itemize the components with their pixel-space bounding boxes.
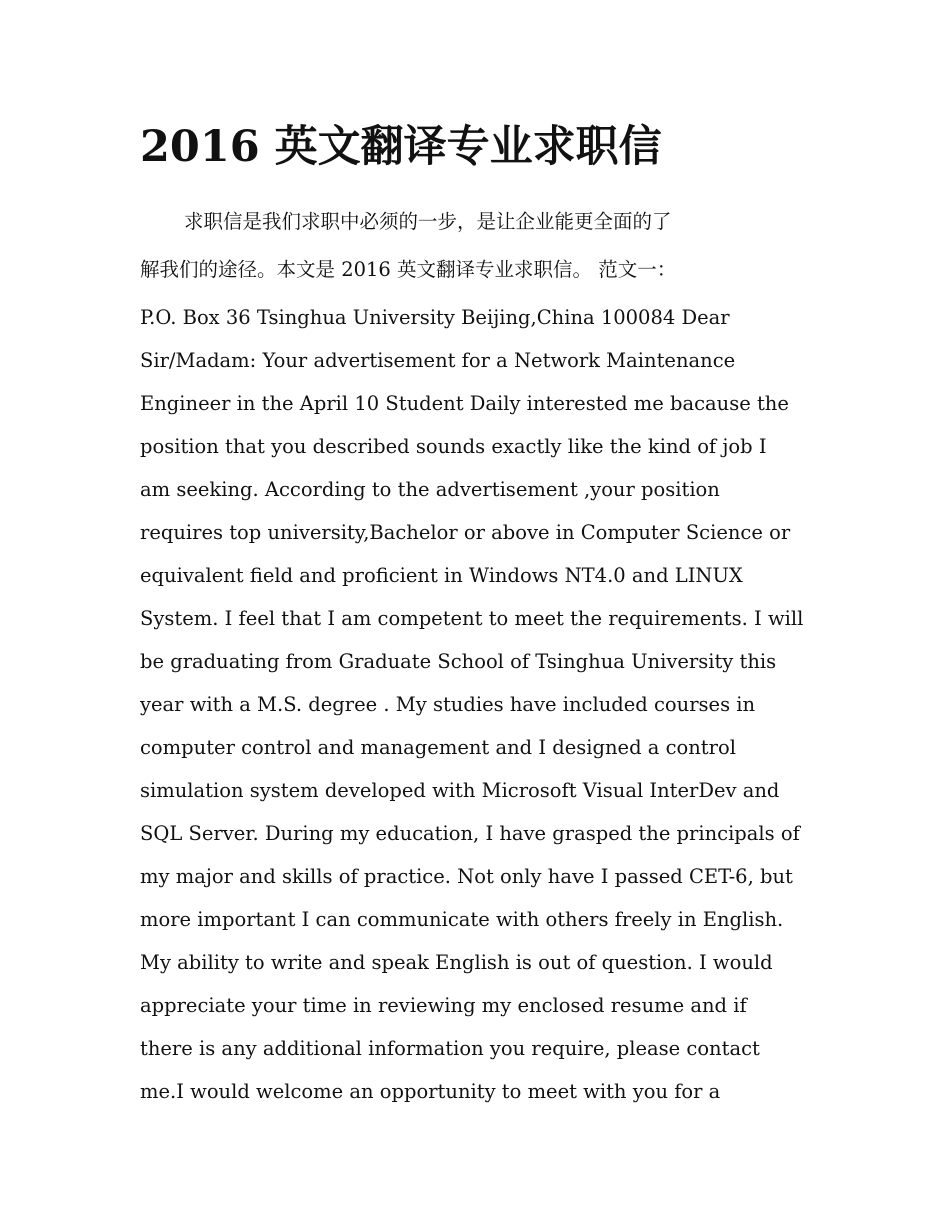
body-line: be graduating from Graduate School of Tsinghua University this — [140, 650, 777, 673]
body-line: year with a M.S. degree . My studies have included courses in — [140, 693, 756, 716]
body-line: requires top university,Bachelor or above in Computer Science or — [140, 521, 791, 544]
body-line: Engineer in the April 10 Student Daily interested me bacause the — [140, 392, 789, 415]
body-line: My ability to write and speak English is out of question. I would — [140, 951, 773, 974]
body-line: position that you described sounds exactly like the kind of job I — [140, 435, 767, 458]
body-line: simulation system developed with Microsoft Visual InterDev and — [140, 779, 780, 802]
body-line: Sir/Madam: Your advertisement for a Network Maintenance — [140, 349, 736, 372]
document-title: 2016 英文翻译专业求职信 — [140, 122, 662, 172]
body-line: appreciate your time in reviewing my enclosed resume and if — [140, 994, 747, 1017]
body-line: 求职信是我们求职中必须的一步，是让企业能更全面的了 — [184, 210, 672, 233]
body-line: P.O. Box 36 Tsinghua University Beijing,China 100084 Dear — [140, 306, 730, 329]
body-line: more important I can communicate with others freely in English. — [140, 908, 784, 931]
body-line: there is any additional information you require, please contact — [140, 1037, 760, 1060]
body-line: equivalent field and proficient in Windows NT4.0 and LINUX — [140, 564, 743, 587]
body-line: System. I feel that I am competent to meet the requirements. I will — [140, 607, 804, 630]
body-line: 解我们的途径。本文是 2016 英文翻译专业求职信。 范文一： — [140, 258, 677, 281]
body-line: am seeking. According to the advertisement ,your position — [140, 478, 720, 501]
document-body — [140, 200, 812, 1113]
body-line: my major and skills of practice. Not only have I passed CET-6, but — [140, 865, 793, 888]
body-line: SQL Server. During my education, I have grasped the principals of — [140, 822, 800, 845]
body-line: me.I would welcome an opportunity to meet with you for a — [140, 1080, 721, 1103]
body-line: computer control and management and I designed a control — [140, 736, 736, 759]
